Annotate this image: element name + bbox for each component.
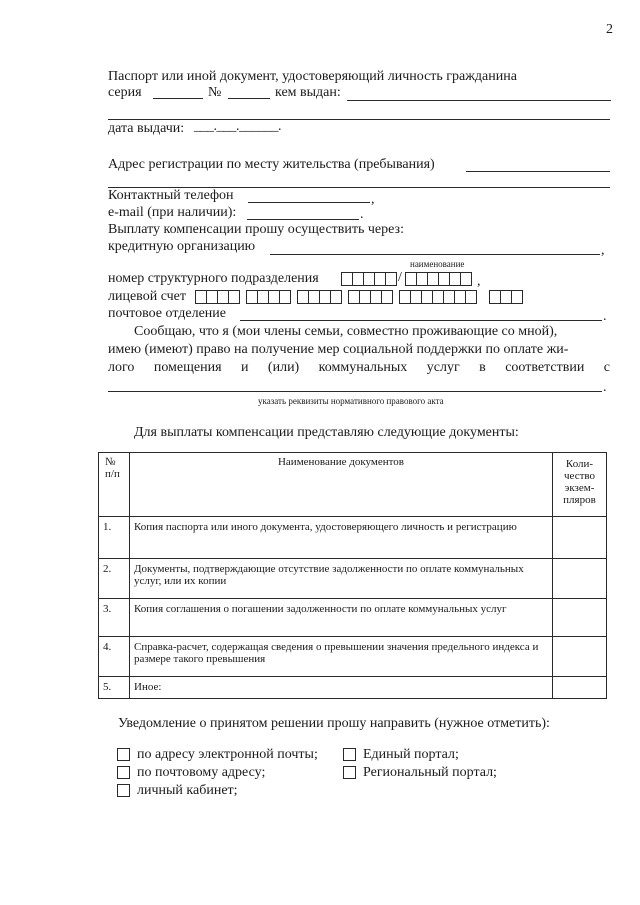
account-number-cells[interactable] — [348, 290, 393, 304]
table-row — [99, 677, 607, 699]
row-count-field[interactable] — [553, 677, 607, 699]
statement-line-1: Сообщаю, что я (мои члены семьи, совместно проживающие со мной), — [134, 324, 558, 339]
passport-title: Паспорт или иной документ, удостоверяющий личность гражданина — [108, 69, 517, 84]
statement-word: с — [603, 360, 610, 375]
branch-number-comma: , — [477, 274, 481, 289]
credit-org-field[interactable] — [270, 254, 600, 255]
postal-option-label: по почтовому адресу; — [137, 765, 266, 780]
statement-word: (или) — [267, 360, 300, 375]
row-name[interactable]: Иное: — [130, 677, 553, 699]
page-number: 2 — [606, 22, 613, 37]
table-row — [99, 637, 607, 677]
credit-org-label: кредитную организацию — [108, 239, 256, 254]
row-name: Документы, подтверждающие отсутствие задолженности по оплате коммунальных услуг, или их копии — [130, 559, 553, 599]
name-hint: наименование — [410, 259, 465, 269]
phone-comma: , — [371, 192, 375, 207]
statement-word: помещения — [153, 360, 222, 375]
email-option-label: по адресу электронной почты; — [137, 747, 318, 762]
statement-word: соответствии — [505, 360, 585, 375]
account-label: лицевой счет — [108, 289, 186, 304]
row-num: 4. — [99, 637, 130, 677]
issued-by-field-continued[interactable] — [108, 119, 610, 120]
documents-table — [98, 452, 607, 699]
email-label: e-mail (при наличии): — [108, 205, 237, 220]
issued-by-label: кем выдан: — [275, 85, 341, 100]
account-number-cells[interactable] — [399, 290, 477, 304]
row-num: 1. — [99, 517, 130, 559]
unified-portal-label: Единый портал; — [363, 747, 459, 762]
phone-field[interactable] — [248, 202, 370, 203]
legal-act-field[interactable] — [108, 391, 602, 392]
statement-word: коммунальных — [318, 360, 408, 375]
row-num: 3. — [99, 599, 130, 637]
branch-label: номер структурного подразделения — [108, 271, 319, 286]
post-office-label: почтовое отделение — [108, 306, 226, 321]
row-name: Копия паспорта или иного документа, удостоверяющего личность и регистрацию — [130, 517, 553, 559]
header-num: № п/п — [99, 453, 130, 517]
number-label: № — [208, 85, 222, 100]
documents-intro: Для выплаты компенсации представляю следующие документы: — [134, 425, 519, 440]
unified-portal-checkbox[interactable] — [343, 748, 356, 761]
payment-intro: Выплату компенсации прошу осуществить через: — [108, 222, 404, 237]
series-label: серия — [108, 85, 142, 100]
email-dot: . — [360, 207, 364, 222]
cabinet-checkbox[interactable] — [117, 784, 130, 797]
documents-table-header — [99, 453, 607, 517]
table-row — [99, 599, 607, 637]
email-field[interactable] — [247, 219, 359, 220]
issued-by-field[interactable] — [347, 100, 611, 101]
statement-word: и — [240, 360, 249, 375]
legal-act-hint: указать реквизиты нормативного правового акта — [258, 396, 444, 406]
email-checkbox[interactable] — [117, 748, 130, 761]
row-count-field[interactable] — [553, 637, 607, 677]
account-number-cells[interactable] — [195, 290, 240, 304]
branch-number-part1[interactable] — [341, 272, 397, 286]
issue-date-label: дата выдачи: — [108, 121, 185, 136]
issue-date-field[interactable]: ___.___.______. — [194, 119, 281, 134]
statement-line-3 — [108, 360, 610, 376]
address-label: Адрес регистрации по месту жительства (пребывания) — [108, 157, 435, 172]
cabinet-option-label: личный кабинет; — [137, 783, 238, 798]
post-office-field[interactable] — [240, 320, 602, 321]
row-count-field[interactable] — [553, 559, 607, 599]
row-name: Копия соглашения о погашении задолженности по оплате коммунальных услуг — [130, 599, 553, 637]
regional-portal-checkbox[interactable] — [343, 766, 356, 779]
branch-number-part2[interactable] — [405, 272, 472, 286]
table-row — [99, 559, 607, 599]
row-count-field[interactable] — [553, 517, 607, 559]
address-field[interactable] — [466, 171, 610, 172]
post-office-dot: . — [603, 309, 607, 324]
row-name: Справка-расчет, содержащая сведения о превышении значения предельного индекса и размере такого превышения — [130, 637, 553, 677]
row-count-field[interactable] — [553, 599, 607, 637]
account-number-cells[interactable] — [297, 290, 342, 304]
statement-word: лого — [108, 360, 135, 375]
regional-portal-label: Региональный портал; — [363, 765, 497, 780]
row-num: 2. — [99, 559, 130, 599]
account-number-cells[interactable] — [489, 290, 523, 304]
statement-line-2: имею (имеют) право на получение мер социальной поддержки по оплате жи- — [108, 342, 569, 357]
row-num: 5. — [99, 677, 130, 699]
branch-number-slash: / — [398, 270, 402, 285]
notification-intro: Уведомление о принятом решении прошу направить (нужное отметить): — [118, 716, 550, 731]
table-row — [99, 517, 607, 559]
number-field[interactable] — [228, 98, 270, 99]
credit-org-comma: , — [601, 243, 605, 258]
statement-word: в — [479, 360, 486, 375]
header-count: Коли- чество экзем- пляров — [553, 453, 607, 517]
statement-word: услуг — [426, 360, 460, 375]
header-name: Наименование документов — [130, 453, 553, 517]
phone-label: Контактный телефон — [108, 188, 234, 203]
series-field[interactable] — [153, 98, 203, 99]
postal-checkbox[interactable] — [117, 766, 130, 779]
legal-act-dot: . — [603, 380, 607, 395]
account-number-cells[interactable] — [246, 290, 291, 304]
